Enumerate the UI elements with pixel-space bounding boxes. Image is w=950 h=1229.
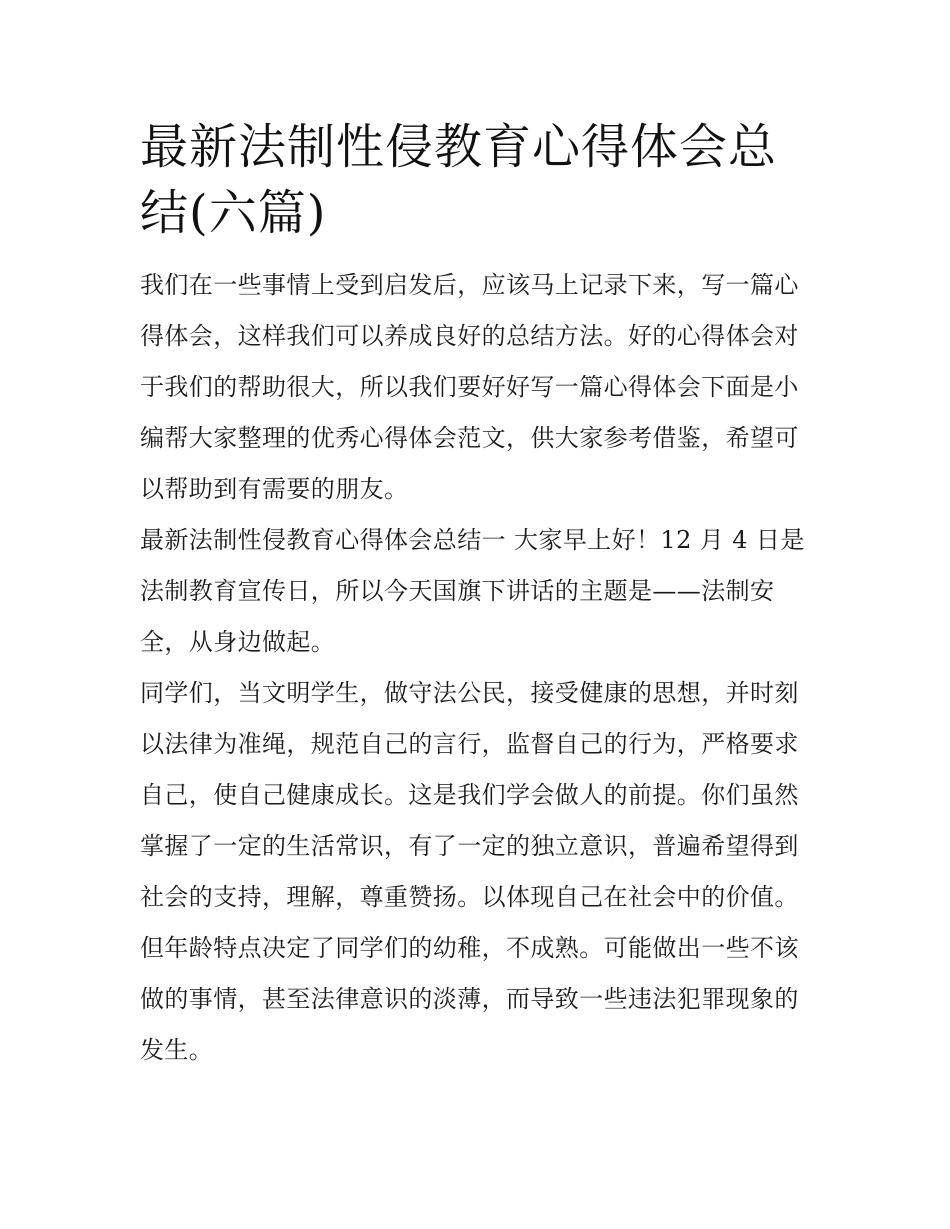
section-one-paragraph [140,515,812,668]
text-line: 社会的支持，理解，尊重赞扬。以体现自己在社会中的价值。 [140,883,799,911]
text-line: 掌握了一定的生活常识，有了一定的独立意识，普遍希望得到 [140,832,799,860]
text-line: 最新法制性侵教育心得体会总结一 大家早上好！12 月 4 日是 [140,526,805,554]
text-line: 得体会，这样我们可以养成良好的总结方法。好的心得体会对 [140,322,799,350]
text-line: 以法律为准绳，规范自己的言行，监督自己的行为，严格要求 [140,730,799,758]
text-line: 于我们的帮助很大，所以我们要好好写一篇心得体会下面是小 [140,373,799,401]
text-line: 同学们，当文明学生，做守法公民，接受健康的思想，并时刻 [140,679,799,707]
text-line: 编帮大家整理的优秀心得体会范文，供大家参考借鉴，希望可 [140,424,799,452]
text-line: 法制教育宣传日，所以今天国旗下讲话的主题是——法制安 [140,577,775,605]
intro-paragraph [140,260,812,515]
text-line: 我们在一些事情上受到启发后，应该马上记录下来，写一篇心 [140,271,799,299]
title-line: 结(六篇) [140,185,327,241]
text-line: 自己，使自己健康成长。这是我们学会做人的前提。你们虽然 [140,781,799,809]
text-line: 全，从身边做起。 [140,628,336,656]
title-line: 最新法制性侵教育心得体会总 [140,119,778,175]
document-title [140,114,812,246]
text-line: 以帮助到有需要的朋友。 [140,475,409,503]
body-paragraph [140,668,812,1076]
text-line: 发生。 [140,1036,214,1064]
text-line: 做的事情，甚至法律意识的淡薄，而导致一些违法犯罪现象的 [140,985,799,1013]
text-line: 但年龄特点决定了同学们的幼稚，不成熟。可能做出一些不该 [140,934,799,962]
document-body [140,114,812,1076]
